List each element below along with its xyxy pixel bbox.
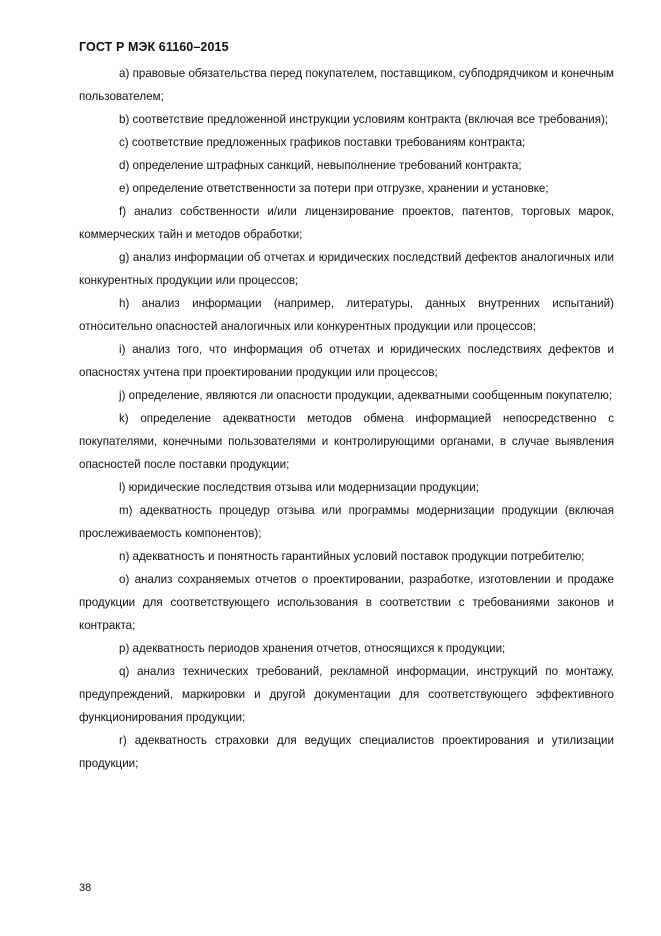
page-number: 38: [79, 882, 92, 894]
list-item-o: o) анализ сохраняемых отчетов о проектировании, разработке, изготовлении и продаже продукции для соответствующего использования в соответствии с требованиями законов и контракта;: [79, 573, 614, 632]
list-item-k: k) определение адекватности методов обмена информацией непосредственно с покупателями, конечными пользователями и контролирующими органами, в случае выявления опасностей после поставки продукции;: [79, 412, 614, 471]
list-item-a: а) правовые обязательства перед покупателем, поставщиком, субподрядчиком и конечным пользователем;: [79, 67, 614, 103]
list-item-m: m) адекватность процедур отзыва или программы модернизации продукции (включая прослеживаемость компонентов);: [79, 504, 614, 540]
list-item-f: f) анализ собственности и/или лицензирование проектов, патентов, торговых марок, коммерческих тайн и методов обработки;: [79, 205, 614, 241]
list-item-n: n) адекватность и понятность гарантийных условий поставок продукции потребителю;: [119, 550, 585, 563]
list-item-h: h) анализ информации (например, литературы, данных внутренних испытаний) относительно опасностей аналогичных или конкурентных продукции или процессов;: [79, 297, 614, 333]
list-item-r: r) адекватность страховки для ведущих специалистов проектирования и утилизации продукции;: [79, 734, 614, 770]
list-item-p: p) адекватность периодов хранения отчетов, относящихся к продукции;: [119, 642, 506, 655]
list-item-e: e) определение ответственности за потери при отгрузке, хранении и установке;: [119, 182, 549, 195]
requirements-list: [79, 62, 614, 775]
list-item-q: q) анализ технических требований, рекламной информации, инструкций по монтажу, предупреждений, маркировки и другой документации для соответствующего эффективного функционирования продукции;: [79, 665, 614, 724]
list-item-g: g) анализ информации об отчетах и юридических последствий дефектов аналогичных или конкурентных продукции или процессов;: [79, 251, 614, 287]
document-header: ГОСТ Р МЭК 61160–2015: [79, 40, 229, 54]
list-item-i: i) анализ того, что информация об отчетах и юридических последствиях дефектов и опасностях учтена при проектировании продукции или процессов;: [79, 343, 614, 379]
list-item-l: l) юридические последствия отзыва или модернизации продукции;: [119, 481, 479, 494]
list-item-j: j) определение, являются ли опасности продукции, адекватными сообщенным покупателю;: [119, 389, 613, 402]
list-item-b: b) соответствие предложенной инструкции условиям контракта (включая все требования);: [119, 113, 609, 126]
list-item-c: с) соответствие предложенных графиков поставки требованиям контракта;: [119, 136, 526, 149]
list-item-d: d) определение штрафных санкций, невыполнение требований контракта;: [119, 159, 522, 172]
